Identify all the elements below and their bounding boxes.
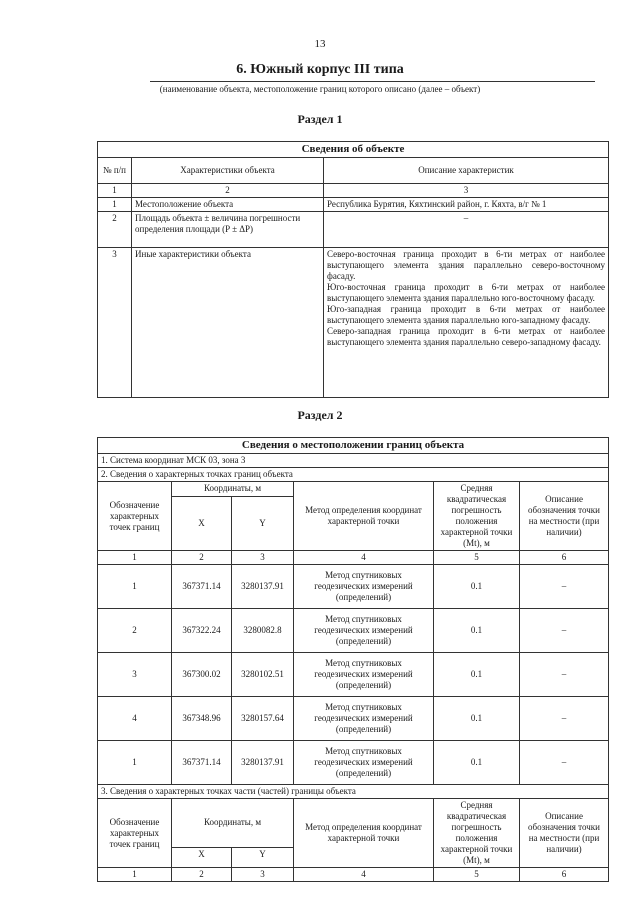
col-coords-header: Координаты, м [172, 799, 294, 848]
index-cell: 1 [98, 184, 132, 198]
characteristic-name: Площадь объекта ± величина погрешности определения площади (P ± ΔP) [132, 212, 324, 248]
point-mt: 0.1 [434, 565, 520, 609]
point-method: Метод спутниковых геодезических измерений (определений) [294, 565, 434, 609]
point-y: 3280137.91 [232, 565, 294, 609]
index-cell: 5 [434, 868, 520, 882]
index-cell: 5 [434, 551, 520, 565]
index-cell: 6 [520, 868, 609, 882]
object-info-table [97, 141, 609, 398]
table-row [98, 697, 609, 741]
table-row [98, 741, 609, 785]
characteristic-name: Иные характеристики объекта [132, 248, 324, 398]
boundaries-caption: Сведения о местоположении границ объекта [98, 438, 609, 454]
col-method-header: Метод определения координат характерной точки [294, 482, 434, 551]
col-error-header: Средняя квадратическая погрешность положения характерной точки (Mt), м [434, 799, 520, 868]
page-number: 13 [314, 38, 326, 50]
point-mt: 0.1 [434, 653, 520, 697]
point-x: 367322.24 [172, 609, 232, 653]
col-coords-header: Координаты, м [172, 482, 294, 497]
col-method-header: Метод определения координат характерной точки [294, 799, 434, 868]
boundary-sw: Юго-западная граница проходит в 6-ти метрах от наиболее выступающего элемента здания параллельно юго-западному фасаду. [327, 304, 606, 325]
point-x: 367371.14 [172, 565, 232, 609]
point-id: 3 [98, 653, 172, 697]
point-y: 3280102.51 [232, 653, 294, 697]
index-cell: 6 [520, 551, 609, 565]
point-desc: – [520, 565, 609, 609]
point-x: 367348.96 [172, 697, 232, 741]
characteristic-value: – [324, 212, 609, 248]
point-mt: 0.1 [434, 609, 520, 653]
table-row [98, 565, 609, 609]
row-number: 3 [98, 248, 132, 398]
point-method: Метод спутниковых геодезических измерений (определений) [294, 609, 434, 653]
point-y: 3280157.64 [232, 697, 294, 741]
point-id: 1 [98, 565, 172, 609]
characteristic-value: Республика Бурятия, Кяхтинский район, г. Кяхта, в/г № 1 [324, 198, 609, 212]
title-underline [150, 81, 595, 82]
point-method: Метод спутниковых геодезических измерений (определений) [294, 697, 434, 741]
index-cell: 1 [98, 868, 172, 882]
col-point-header: Обозначение характерных точек границ [98, 482, 172, 551]
index-cell: 2 [132, 184, 324, 198]
col-marker-header: Описание обозначения точки на местности (при наличии) [520, 799, 609, 868]
col-x-header: X [172, 497, 232, 551]
point-y: 3280137.91 [232, 741, 294, 785]
section2-heading: Раздел 2 [297, 408, 343, 422]
characteristic-value-boundaries [324, 248, 609, 398]
row-number: 2 [98, 212, 132, 248]
point-method: Метод спутниковых геодезических измерений (определений) [294, 653, 434, 697]
index-cell: 3 [324, 184, 609, 198]
parts-heading: 3. Сведения о характерных точках части (частей) границы объекта [98, 785, 609, 799]
boundary-ne: Северо-восточная граница проходит в 6-ти метрах от наиболее выступающего элемента здания параллельно северо-восточному фасаду. [327, 249, 606, 281]
section1-heading: Раздел 1 [297, 112, 343, 126]
index-cell: 4 [294, 868, 434, 882]
point-x: 367300.02 [172, 653, 232, 697]
col-marker-header: Описание обозначения точки на местности (при наличии) [520, 482, 609, 551]
points-heading: 2. Сведения о характерных точках границ объекта [98, 468, 609, 482]
point-mt: 0.1 [434, 697, 520, 741]
index-cell: 3 [232, 551, 294, 565]
col-y-header: Y [232, 847, 294, 867]
table-row [98, 653, 609, 697]
boundary-points-table [97, 437, 609, 882]
point-method: Метод спутниковых геодезических измерений (определений) [294, 741, 434, 785]
col-y-header: Y [232, 497, 294, 551]
object-subtitle: (наименование объекта, местоположение границ которого описано (далее – объект) [159, 84, 481, 94]
col-error-header: Средняя квадратическая погрешность положения характерной точки (Mt), м [434, 482, 520, 551]
object-info-caption: Сведения об объекте [98, 142, 609, 158]
boundary-nw: Северо-западная граница проходит в 6-ти метрах от наиболее выступающего элемента здания параллельно северо-западному фасаду. [327, 326, 606, 347]
point-desc: – [520, 697, 609, 741]
row-number: 1 [98, 198, 132, 212]
col-x-header: X [172, 847, 232, 867]
object-title: 6. Южный корпус III типа [236, 62, 404, 77]
point-desc: – [520, 609, 609, 653]
index-cell: 3 [232, 868, 294, 882]
point-mt: 0.1 [434, 741, 520, 785]
col-number-header: № п/п [98, 158, 132, 184]
point-desc: – [520, 741, 609, 785]
col-description-header: Описание характеристик [324, 158, 609, 184]
coordinate-system: 1. Система координат МСК 03, зона 3 [98, 454, 609, 468]
index-cell: 1 [98, 551, 172, 565]
col-characteristic-header: Характеристики объекта [132, 158, 324, 184]
index-cell: 2 [172, 551, 232, 565]
table-row [98, 609, 609, 653]
index-cell: 2 [172, 868, 232, 882]
point-id: 2 [98, 609, 172, 653]
point-desc: – [520, 653, 609, 697]
point-id: 4 [98, 697, 172, 741]
point-id: 1 [98, 741, 172, 785]
point-y: 3280082.8 [232, 609, 294, 653]
col-point-header: Обозначение характерных точек границ [98, 799, 172, 868]
boundary-se: Юго-восточная граница проходит в 6-ти метрах от наиболее выступающего элемента здания параллельно юго-восточному фасаду. [327, 282, 606, 303]
index-cell: 4 [294, 551, 434, 565]
point-x: 367371.14 [172, 741, 232, 785]
characteristic-name: Местоположение объекта [132, 198, 324, 212]
